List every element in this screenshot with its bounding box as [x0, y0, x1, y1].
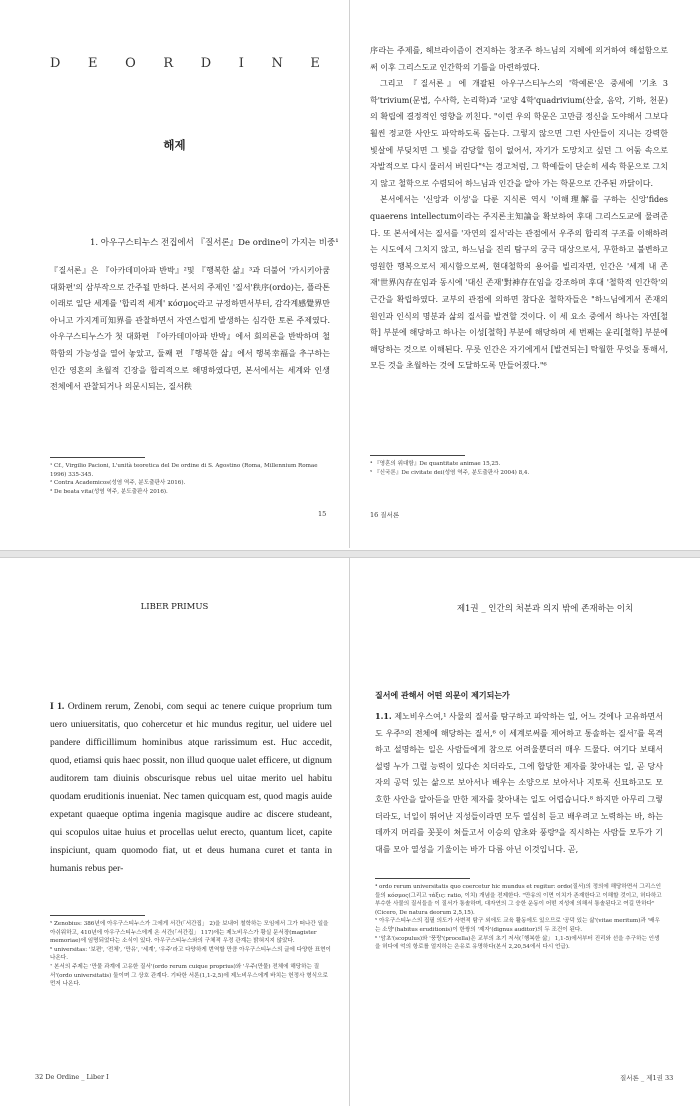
title-letter: E	[310, 56, 320, 71]
title-letter: I	[238, 56, 244, 71]
title-letter: D	[200, 56, 212, 71]
page-33	[350, 558, 700, 1106]
page-number: 질서론 _ 제1권 33	[620, 1074, 674, 1082]
footnote: ⁵ 『신국론』De civitate dei(성염 역주, 분도출판사 2004) 8,4.	[370, 469, 530, 476]
footnotes	[50, 457, 330, 496]
paragraph: 그리고 『질서론』에 개괄된 아우구스티누스의 '학예론'은 중세에 '기초 3학'trivium(문법, 수사학, 논리학)과 '교양 4학'quadrivium(산술, 음악, 기하, 천문)의 확립에 결정적인 영향을 끼친다. "이런 우의 학문은 고만큼 정신을 도야해서 그보다 훨씬 정교한 사안도 파악하도록 돕는다. 그렇지 않으면 그런 사안들이 지니는 강력한 빛살에 부딪치면 그 빛을 감당할 힘이 없어서, 자기가 도망치고 싶던 그 어둠 속으로 자발적으로 다시 물러서 버린다"⁴는 경고처럼, 그 학예들이 단순히 세속 학문으로 그치지 않고 철학으로 수렴되어 하느님과 인간을 알아 가는 학문으로 간주된 까닭이다.	[370, 79, 668, 188]
footnote: ³ De beata vita(성염 역주, 분도출판사 2016).	[50, 488, 168, 495]
footnote: ¹ Cf., Virgilio Pacioni, L'unità teoretica del De ordine di S. Agostino (Roma, Millennium Romae 1996) 335-345.	[50, 463, 318, 478]
title-letter: N	[271, 56, 283, 71]
footnote: ⁴ 『영혼의 위대함』De quantitate animae 15,25.	[370, 461, 501, 467]
section-number: I 1.	[50, 701, 65, 712]
page-number: 32 De Ordine _ Liber I	[35, 1073, 109, 1081]
latin-body: Ordinem rerum, Zenobi, com sequi ac tenere cuique proprium tum uero uniuersitatis, quo cohercetur et hic mundus regitur, uel uidere uel pandere difficillimum hominibus atque rarissimum est. Huc accedit, quod, etiamsi quis haec possit, non illud quoque ualet efficere, ut dignum auditorem tam diuinis obscurisque rebus uel uitae merito uel habitu quodam eruditionis inueniat. Nec tamen quicquam est, quod magis auide expetant quaeque optima ingenia magisque audire ac discere studeant, qui scopulos uitae huius et procellas uelut erecto, quantum licet, capite inspiciunt, quam quomodo fiat, ut et deus humana curet et tanta in humanis rebus per-	[50, 701, 332, 874]
paragraph	[50, 698, 332, 878]
footnote: ⁶ universitas: '보편', '전체', '만유', '세계', '우주'라고 다양하게 번역할 만큼 아우구스티누스의 글에 다양한 표현이 나온다.	[50, 946, 331, 962]
bottom-spread	[0, 558, 700, 1106]
latin-text	[50, 698, 332, 878]
page-number: 16 질서론	[370, 511, 400, 519]
body-text	[370, 43, 668, 375]
body-text	[375, 708, 663, 858]
footnotes	[370, 455, 668, 477]
footnote: ⁵ 아우구스티누스의 집필 의도가 사변적 탐구 외에도 교육 활동에도 있으므로 '공덕 있는 삶'(vitae meritum)과 '배우는 소양'(habitus eruditionis)이 한쌍의 '제자'(dignus auditor)의 두 조건이 된다.	[375, 918, 660, 933]
footnotes	[375, 878, 663, 952]
page-number: 15	[318, 510, 327, 518]
footnote-rule	[375, 878, 470, 879]
page-15	[0, 0, 350, 548]
subheading: 1. 아우구스티누스 전집에서 『질서론』De ordine이 가지는 비중¹	[90, 238, 339, 248]
spread-divider	[0, 550, 700, 558]
section-heading: 해제	[163, 138, 186, 152]
footnote: ⁷ 본서의 주제는 '만물 과계에 고유한 질서'(ordo rerum cuique proprius)와 '우주(만물) 전체에 해당하는 질서'(ordo universitatis) 둘이며 그 상호 관계다. 기타한 서론(1,1-2,5)에 제노비우스에게 바치는 헌정사 형식으로 먼저 나온다.	[50, 963, 328, 988]
paragraph	[375, 708, 663, 858]
title-letter: R	[163, 56, 174, 71]
footnote-rule	[50, 915, 145, 916]
footnote: ⁴ ordo rerum universitatis quo coercetur hic mundus et regitur: ordo(질서)의 정의에 해당하면서 그리스인들의 κόσμος(그리고 τάξις: ratio, 이치) 개념을 전제한다. "만유의 이면 이치가 존재한다고 이해할 것이고, 허다하고 부수한 사물의 질서들을 이 질서가 통솔하며, 대자연의 그 숭한 운동이 어떤 지성에 의해서 통솔된다고 여길 만하다"(Cicero, De natura deorum 2,5,15).	[375, 884, 662, 916]
footnote-rule	[50, 457, 145, 458]
page-16	[350, 0, 700, 548]
footnote: ² Contra Academicos(성염 역주, 분도출판사 2016).	[50, 480, 186, 487]
footnote: ⁵ Zenobius: 386년에 아우구스티누스가 그에게 서간(「서간집」 2)을 보내어 철학하는 모임에서 그가 떠나간 일을 아쉬워하고, 410년에 아우구스티누스에게 온 서간(「서간집」 117)에는 제노비우스가 황실 문서장(magister memoriae)에 임명되었다는 소식이 있다. 아우구스티누스와의 구체적 우정 관계는 밝혀지지 않았다.	[50, 921, 329, 945]
footnote-rule	[370, 455, 465, 456]
top-spread	[0, 0, 700, 548]
title-letter: D	[50, 56, 61, 71]
footnotes	[50, 915, 332, 989]
running-head: 제1권 _ 인간의 처분과 의지 밖에 존재하는 이치	[456, 604, 634, 614]
footnote: ⁶ '암초'(scopulus)와 '풍랑'(procella)은 교부의 초기 저서(「행복한 삶」 1,1-5)에서부터 진리와 선을 추구하는 인생을 허다에 억의 항로를 얼지하는 은유로 유명하다(본서 2,20,54에서 다시 언급).	[375, 935, 660, 951]
paragraph: 序라는 주제를, 헤브라이즘이 견지하는 창조주 하느님의 지혜에 의거하여 해설함으로써 이후 그리스도교 인간학의 기틀을 마련하였다.	[370, 46, 668, 72]
paragraph: 본서에서는 '신앙과 이성'을 다룬 지식론 역시 '이해理解를 구하는 신앙'fides quaerens intellectum이라는 주지론主知論을 확보하여 후대 그리스도교에 물려준다. 또 본서에서는 질서를 '자연의 질서'라는 관점에서 우주의 합리적 구조를 이해하려는 시도에서 그치지 않고, 하느님을 진리 탐구의 궁극 대상으로서, 무한하고 불변하고 영원한 행복으로서 제시함으로써, 현대철학의 용어를 빌리자면, 인간은 '세계 내 존재'世界內存在임과 동시에 '대신 존재'對神存在임을 강조하며 후대 '철학적 인간학'의 근간을 확립하였다. 교부의 관점에 의하면 참다운 철학자들은 "하느님에게서 존재의 원인과 인식의 명분과 삶의 질서를 발견할 것이다. 이 세 요소 중에서 하나는 자연[철학] 부분에 해당하고 하나는 이성[철학] 부분에 해당하며 세 번째는 윤리[철학] 부분에 해당하는 것으로 이해된다. 무릇 인간은 자기에게서 [발견되는] 탁월한 무엇을 통해서, 모든 것을 초월하는 것에 도달하도록 만들어졌다."⁶	[370, 195, 668, 371]
running-head: LIBER PRIMUS	[140, 602, 209, 612]
body-text	[50, 263, 330, 396]
korean-body: 제노비우스여,¹ 사물의 질서를 탐구하고 파악하는 일, 어느 것에나 고유하면서도 우주⁵의 전체에 해당하는 질서,⁶ 이 세계로써를 제어하고 통솔하는 질서⁷를 목격하고 설명하는 일은 사람들에게 참으로 어려울뿐더러 매우 드물다. 여기다 보태서 설령 누가 그럴 능력이 있다손 치더라도, 그에 합당한 제자를 찾아내는 일, 곧 당사자의 공덕 있는 삶으로 보아서나 배우는 소양으로 보아서나 지토록 신묘하고도 모호한 사안을 알아듣을 만한 제자를 찾아내는 일도 어렵습니다.⁸ 하지만 아무리 그렇더라도, 너일이 뛰어난 지성들이라면 모두 열심히 듣고 배우려고 노력하는 바, 하는 데까지 머리를 꼿꼿이 쳐들고서 이승의 암초와 풍랑⁹을 직시하는 사람들 모두가 기대를 모아 열성을 기울이는 바가 다름 아닌 이것입니다. 곧,	[375, 712, 664, 854]
book-title	[50, 56, 320, 71]
section-title: 질서에 관해서 어떤 의문이 제기되는가	[375, 690, 510, 700]
page-32	[0, 558, 350, 1106]
title-letter: E	[88, 56, 98, 71]
title-letter: O	[125, 56, 136, 71]
paragraph: 『질서론』은 『아카데미아파 반박』²및 『행복한 삶』³과 더불어 '카시키아쿰 대화편'의 삼부작으로 간주될 만하다. 본서의 주제인 '질서'秩序(ordo)는, 플라톤 이래로 일단 세계를 '합리적 세계' κόσμος라고 규정하면서부터, 감각계感覺界만 아니고 가지계可知界를 관찰하면서 자연스럽게 발생하는 심각한 토론 주제였다. 아우구스티누스가 첫 대화편 『아카데미아파 반박』에서 회의론을 반박하며 철학함의 가능성을 열어 놓았고, 둘째 편 『행복한 삶』에서 행복幸福을 추구하는 인간 영혼의 초월적 긴장을 합리적으로 해명하였다면, 본서에서는 세계와 인생 전체에서 관찰되거나 의문시되는, 질서秩	[50, 266, 330, 392]
section-number: 1.1.	[375, 711, 392, 721]
